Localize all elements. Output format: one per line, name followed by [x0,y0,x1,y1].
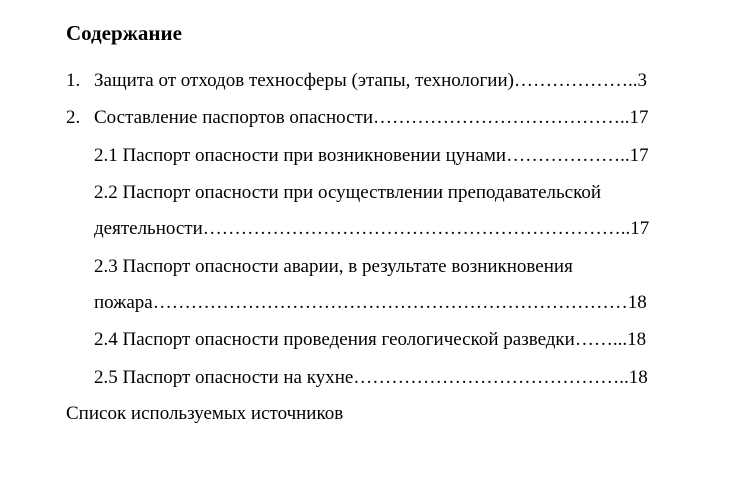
toc-entry-number: 2. [66,107,81,128]
toc-entry-2-5: 2.5 Паспорт опасности на кухне……………………………………..18 [94,367,648,388]
toc-entry-2-2: 2.2 Паспорт опасности при осуществлении преподавательской [94,182,602,203]
toc-entry-2: Составление паспортов опасности…………………………………..17 [94,107,649,128]
toc-entry-1: Защита от отходов техносферы (этапы, технологии)………………..3 [94,70,647,91]
toc-title: Содержание [66,21,182,45]
toc-entry-2-1: 2.1 Паспорт опасности при возникновении цунами………………..17 [94,145,649,166]
toc-entry-2-3: 2.3 Паспорт опасности аварии, в результате возникновения [94,256,573,277]
toc-entry-number: 1. [66,70,81,91]
toc-entry-2-4: 2.4 Паспорт опасности проведения геологической разведки……...18 [94,329,647,350]
toc-entry-2-3-continued: пожара…………………………………………………………………18 [94,292,647,313]
toc-entry-sources: Список используемых источников [66,403,344,424]
toc-entry-2-2-continued: деятельности…………………………………………………………..17 [94,218,650,239]
